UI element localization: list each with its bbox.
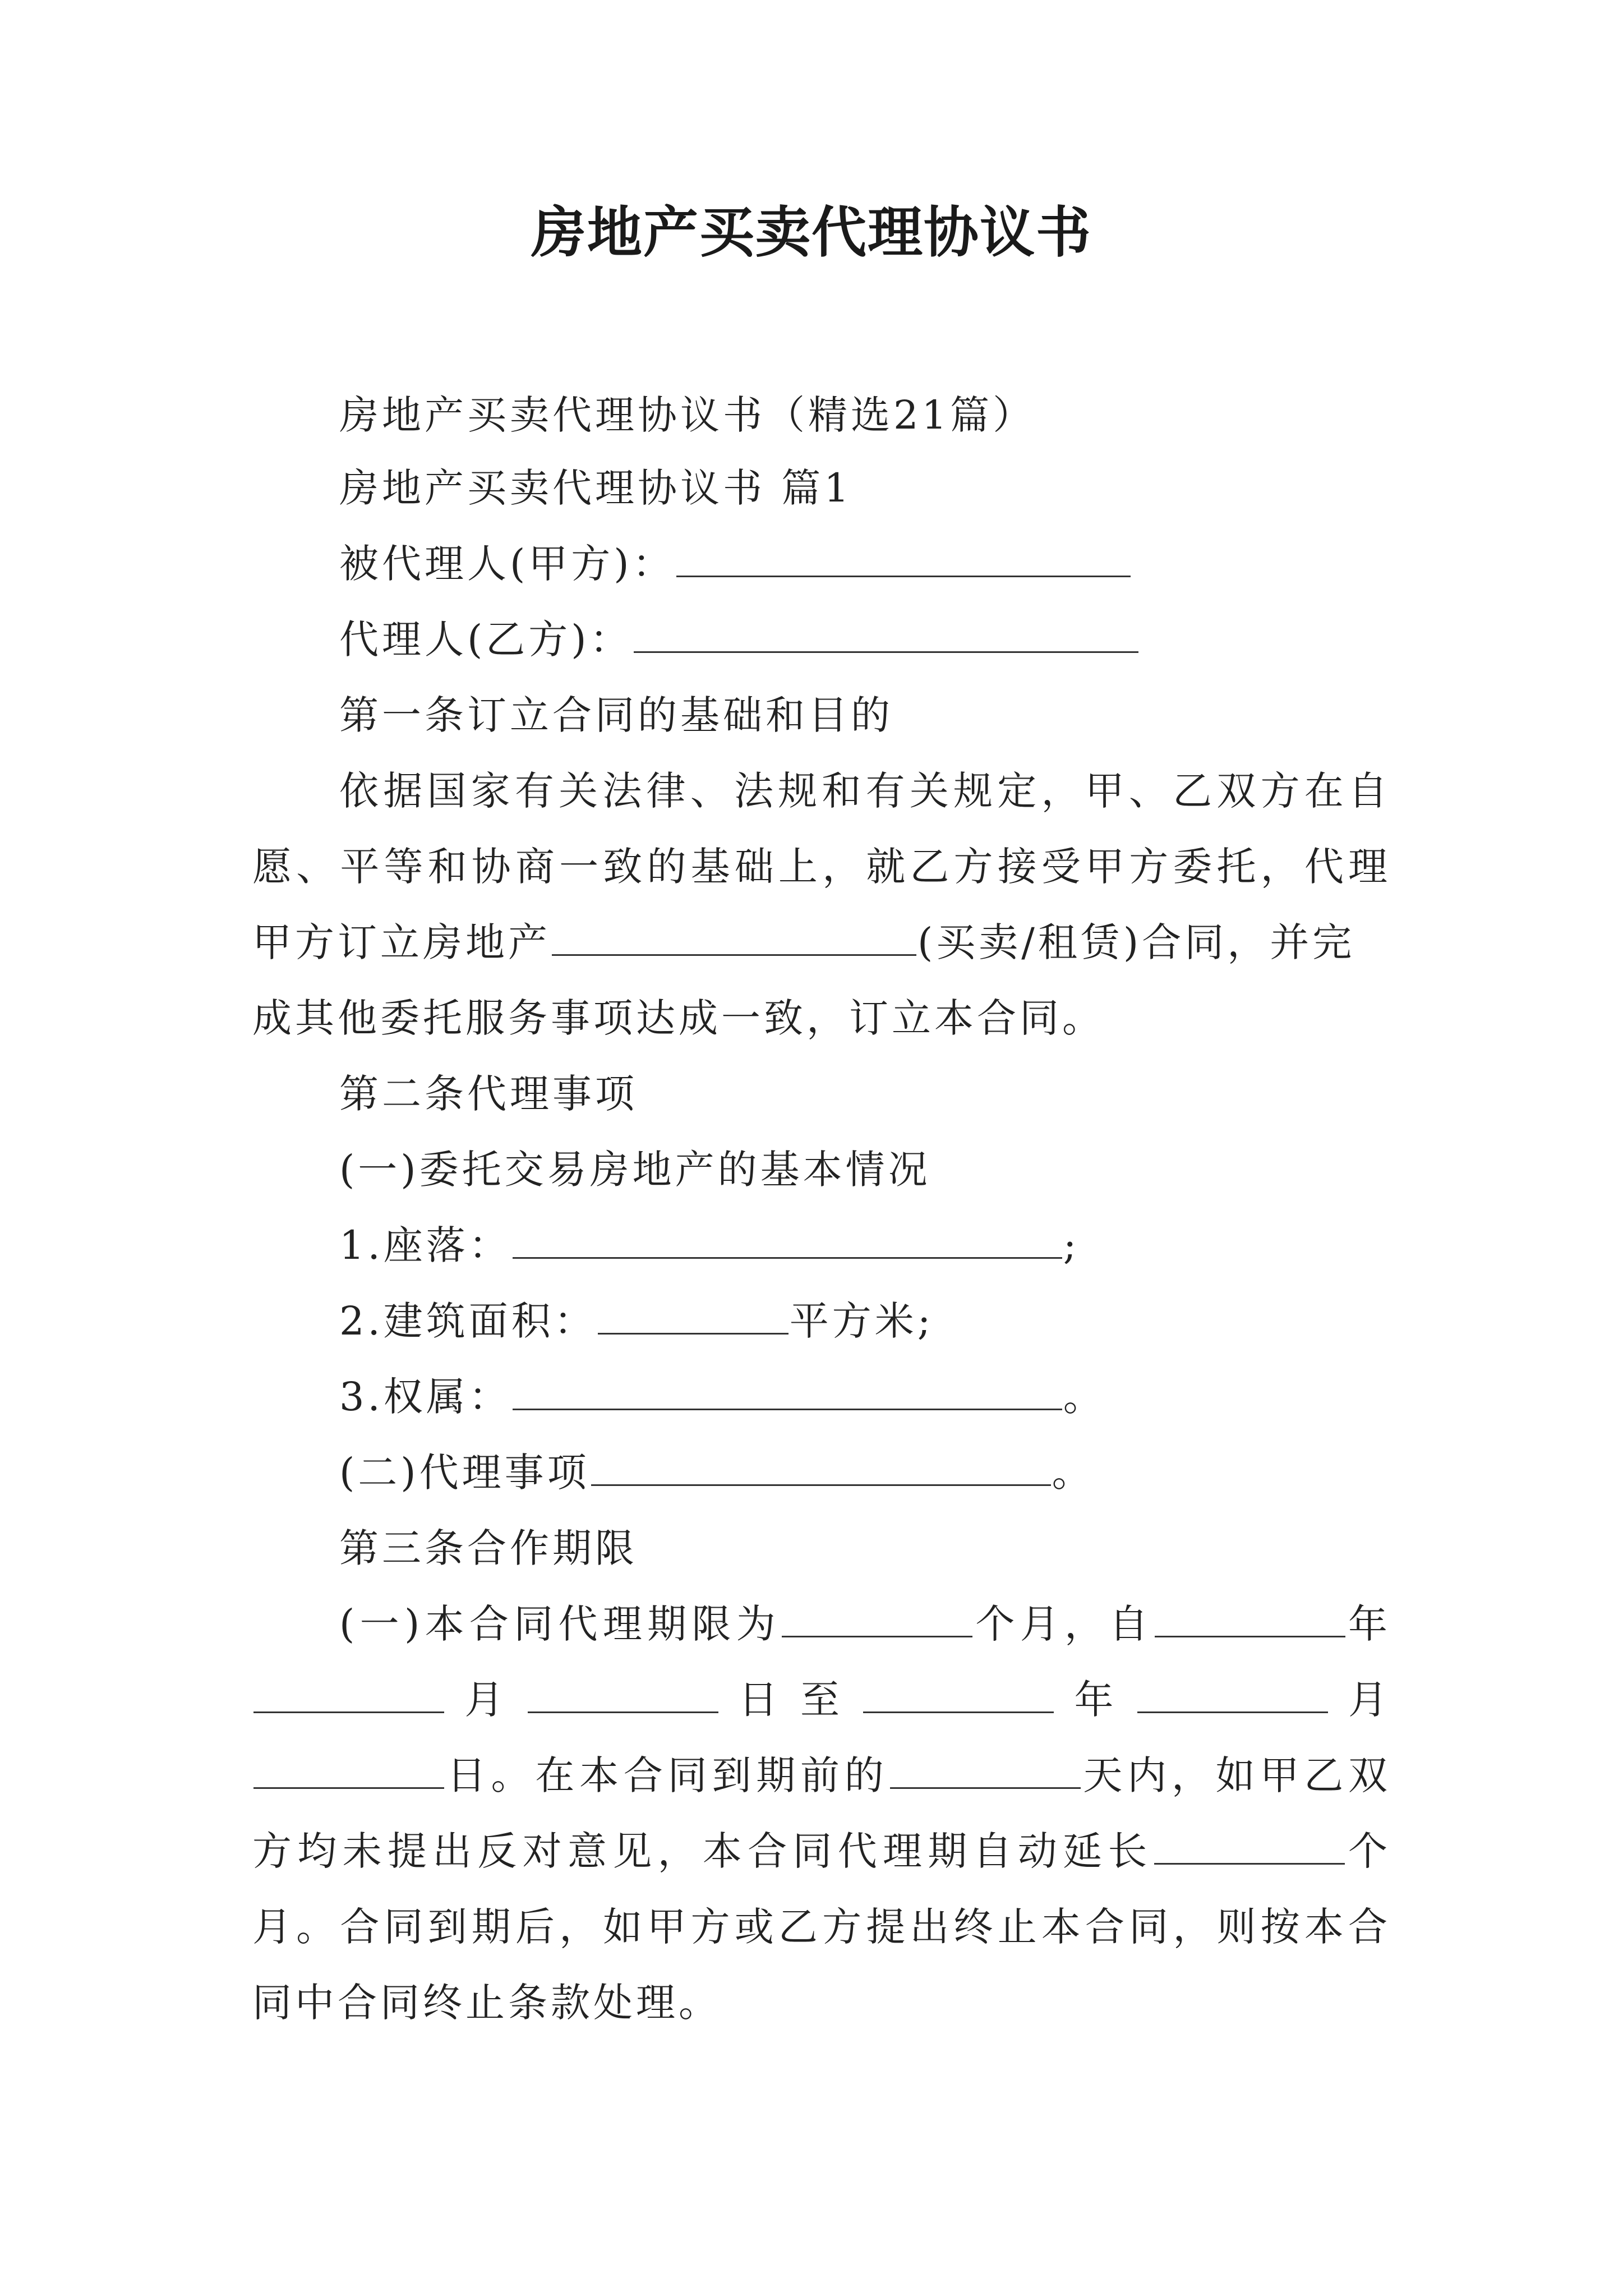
paragraph-line bbox=[252, 1899, 1391, 1955]
paragraph-line bbox=[252, 1975, 1391, 2031]
article-heading bbox=[339, 1520, 1391, 1576]
text: ; bbox=[1063, 1222, 1080, 1268]
text: 月。合同到期后，如甲方或乙方提出终止本合同，则按本合 bbox=[252, 1904, 1391, 1950]
blank-underline[interactable] bbox=[890, 1754, 1081, 1789]
text: 日。在本合同到期前的 bbox=[445, 1752, 889, 1798]
text: 第二条代理事项 bbox=[339, 1071, 638, 1117]
paragraph-line bbox=[252, 839, 1391, 895]
blank-underline[interactable] bbox=[513, 1223, 1062, 1259]
text: 个月，自 bbox=[974, 1601, 1154, 1647]
blank-underline[interactable] bbox=[1154, 1829, 1345, 1865]
text: 房地产买卖代理协议书 篇1 bbox=[339, 465, 852, 511]
section-heading bbox=[339, 460, 1391, 516]
party-a-field bbox=[339, 536, 1391, 592]
field-label: 2.建筑面积： bbox=[339, 1298, 597, 1344]
paragraph-line bbox=[252, 1672, 1391, 1728]
text: 甲方订立房地产 bbox=[252, 919, 551, 965]
document-title: 房地产买卖代理协议书 bbox=[531, 200, 1092, 265]
text: 。 bbox=[1052, 1450, 1095, 1496]
text: 个 bbox=[1345, 1828, 1391, 1874]
blank-underline[interactable] bbox=[591, 1451, 1051, 1486]
text: 年 bbox=[1346, 1601, 1391, 1647]
article-heading bbox=[339, 1066, 1391, 1122]
document-subtitle bbox=[339, 387, 1391, 443]
party-b-field bbox=[339, 611, 1391, 668]
blank-underline[interactable] bbox=[634, 618, 1138, 653]
text: 天内，如甲乙双 bbox=[1081, 1752, 1391, 1798]
text: 月 bbox=[445, 1677, 527, 1723]
text: 第三条合作期限 bbox=[339, 1525, 638, 1571]
text: 房地产买卖代理协议书（精选21篇） bbox=[339, 392, 1036, 438]
article-heading bbox=[339, 687, 1391, 743]
blank-underline[interactable] bbox=[552, 921, 916, 956]
paragraph-line bbox=[252, 1747, 1391, 1803]
text: 依据国家有关法律、法规和有关规定，甲、乙双方在自 bbox=[339, 768, 1391, 814]
blank-underline[interactable] bbox=[513, 1375, 1062, 1410]
text: (一)本合同代理期限为 bbox=[339, 1601, 781, 1647]
paragraph-line bbox=[252, 914, 1391, 970]
paragraph-line bbox=[339, 763, 1391, 819]
blank-underline[interactable] bbox=[782, 1602, 972, 1637]
text: (一)委托交易房地产的基本情况 bbox=[339, 1147, 931, 1193]
blank-underline[interactable] bbox=[1137, 1678, 1328, 1713]
field-label: (二)代理事项 bbox=[339, 1450, 590, 1496]
ownership-field bbox=[339, 1369, 1391, 1425]
blank-underline[interactable] bbox=[1155, 1602, 1345, 1637]
text: 第一条订立合同的基础和目的 bbox=[339, 692, 893, 738]
field-label: 1.座落： bbox=[339, 1222, 511, 1268]
blank-underline[interactable] bbox=[863, 1678, 1054, 1713]
blank-underline[interactable] bbox=[253, 1678, 444, 1713]
area-field bbox=[339, 1293, 1391, 1349]
text: 成其他委托服务事项达成一致，订立本合同。 bbox=[252, 995, 1105, 1041]
text: 同中合同终止条款处理。 bbox=[252, 1980, 721, 2026]
text: (买卖/租赁)合同，并完 bbox=[917, 919, 1355, 965]
field-label: 3.权属： bbox=[339, 1374, 511, 1420]
blank-underline[interactable] bbox=[528, 1678, 718, 1713]
text: 年 bbox=[1055, 1677, 1136, 1723]
blank-underline[interactable] bbox=[598, 1299, 789, 1335]
text: 方均未提出反对意见，本合同代理期自动延长 bbox=[252, 1828, 1153, 1874]
subsection-heading bbox=[339, 1142, 1391, 1198]
blank-underline[interactable] bbox=[676, 542, 1131, 577]
text: 平方米; bbox=[789, 1298, 934, 1344]
field-label: 代理人(乙方)： bbox=[339, 616, 633, 662]
paragraph-line bbox=[252, 1823, 1391, 1879]
paragraph-line bbox=[252, 990, 1391, 1046]
text: 日至 bbox=[719, 1677, 863, 1723]
blank-underline[interactable] bbox=[253, 1754, 444, 1789]
paragraph-line bbox=[339, 1596, 1391, 1652]
text: 。 bbox=[1063, 1374, 1106, 1420]
text: 愿、平等和协商一致的基础上，就乙方接受甲方委托，代理 bbox=[252, 844, 1391, 890]
agency-matters-field bbox=[339, 1444, 1391, 1501]
location-field bbox=[339, 1217, 1391, 1273]
text: 月 bbox=[1329, 1677, 1391, 1723]
field-label: 被代理人(甲方)： bbox=[339, 541, 675, 587]
